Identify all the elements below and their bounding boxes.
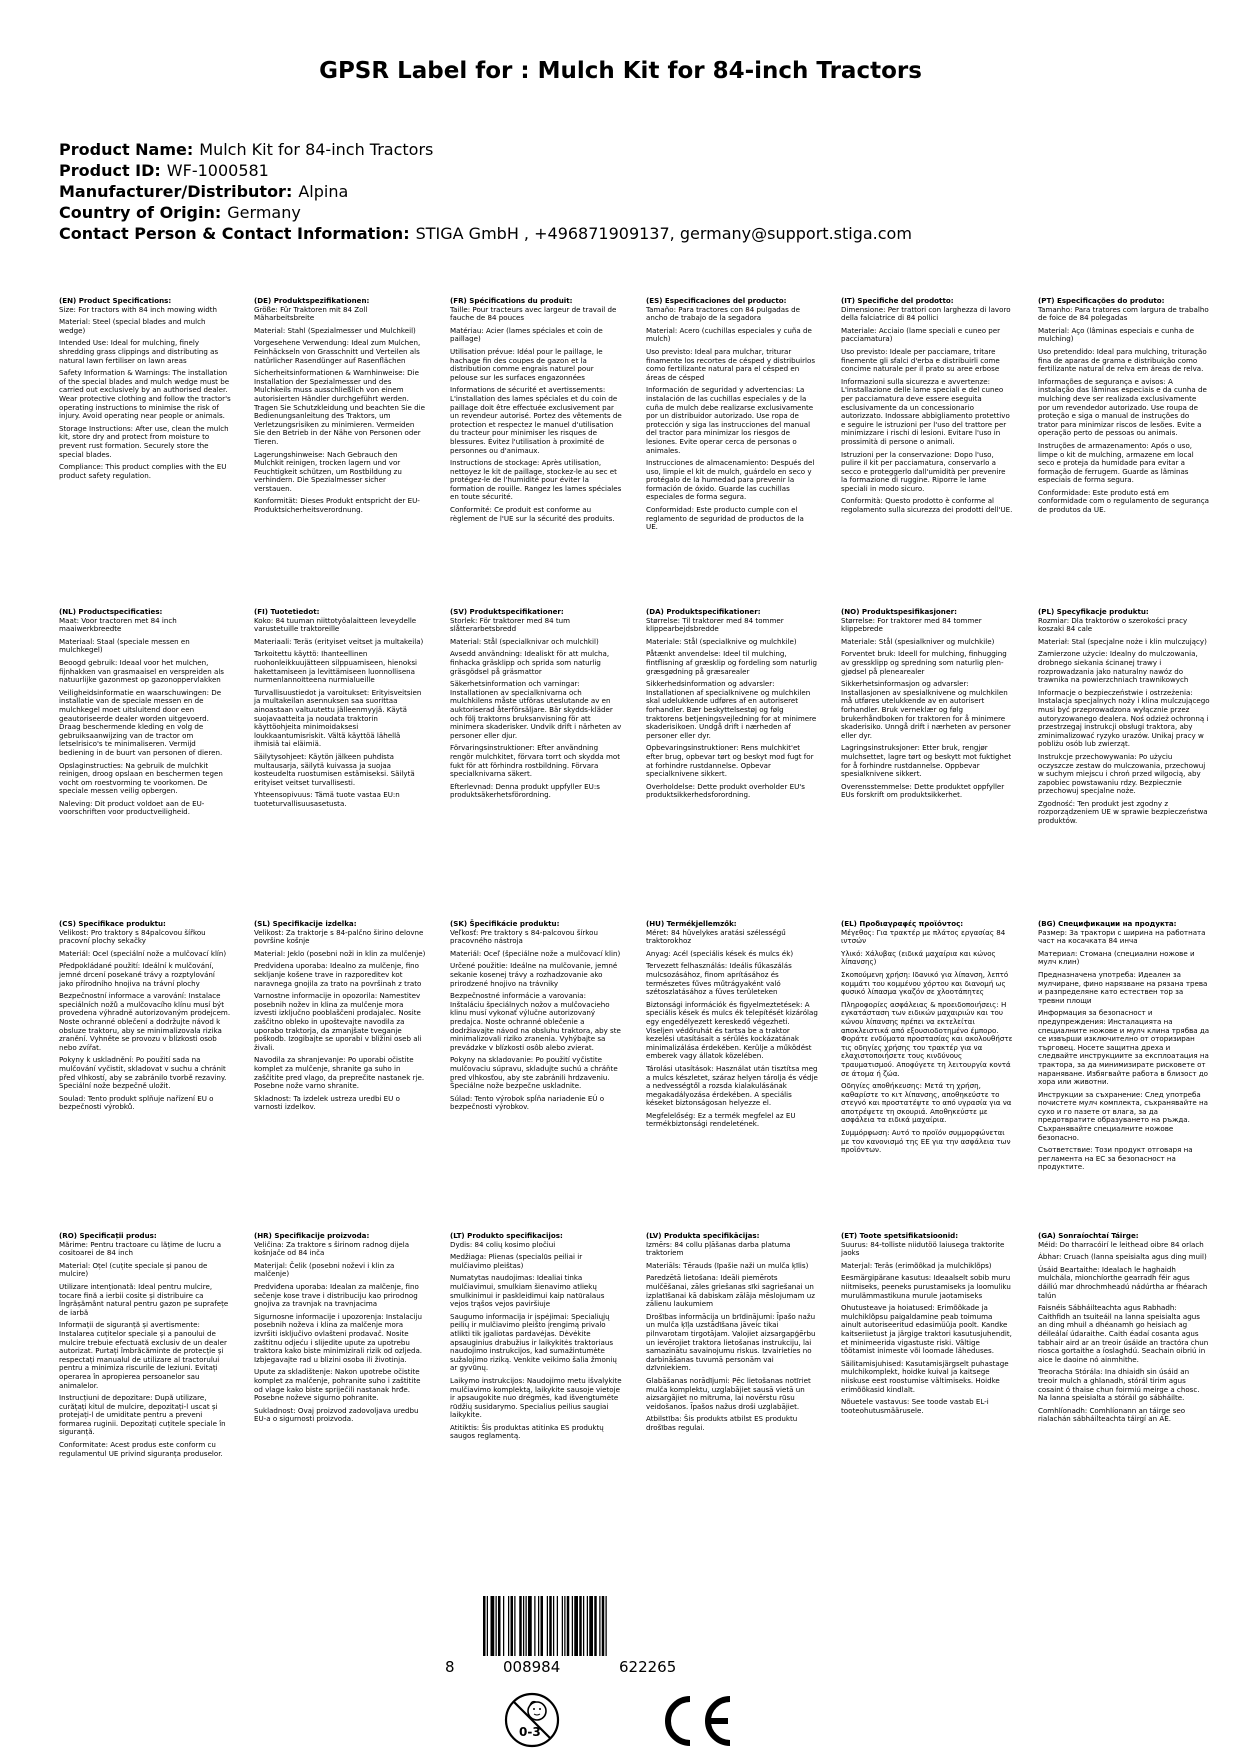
spec-paragraph: Atitiktis: Šis produktas atitinka ES produktų saugos reglamentą. [450,1422,604,1441]
product-name-label: Product Name: [59,140,194,159]
contact-label: Contact Person & Contact Information: [59,224,410,243]
age-range-text: 0-3 [519,1725,541,1739]
spec-block [646,920,818,1133]
spec-paragraph: Opbevaringsinstruktioner: Rens mulchkit'et efter brug, opbevar tørt og beskyt mod fugt for at forhindre rustdannelse. Opbevar specialknivene sikkert. [646,743,814,779]
spec-paragraph: Instrucțiuni de depozitare: După utilizare, curățați kitul de mulcire, depozitați-l uscat și protejați-l de umiditate pentru a preveni formarea ruginii. Depozitați cuțitele speciale în siguranță. [59,1393,226,1437]
spec-paragraph: Konformität: Dieses Produkt entspricht der EU-Produktsicherheitsverordnung. [254,496,420,515]
spec-heading: (FR) Spécifications du produit: [450,296,573,305]
spec-block [59,608,231,821]
spec-paragraph: Safety Information & Warnings: The installation of the special blades and mulch wedge must be carried out exclusively by an authorised dealer. Wear protective clothing and follow the tractor's operating instructions to minimise the risk of injury. Avoid operating near people or animals. [59,368,231,421]
spec-heading: (PT) Especificações do produto: [1038,296,1165,305]
product-name-row [59,139,912,160]
spec-heading: (ET) Toote spetsifikatsioonid: [841,1231,959,1240]
spec-paragraph: Sigurnosne informacije i upozorenja: Instalaciju posebnih noževa i klina za malčenje mora izvršiti isključivo ovlašteni prodavač. Nosite zaštitnu odjeću i slijedite upute za upotrebu traktora kako biste minimizirali rizik od ozljeda. Izbjegavajte rad u blizini osoba ili životinja. [254,1311,423,1364]
spec-paragraph: Veľkosť: Pre traktory s 84-palcovou šírkou pracovného nástroja [450,927,598,946]
spec-heading: (SV) Produktspecifikationer: [450,607,564,616]
barcode-bar [496,1596,497,1656]
barcode-digits-left: 008984 [503,1658,561,1676]
barcode-bar [606,1596,607,1656]
barcode [437,1596,737,1678]
spec-heading: (GA) Sonraíochtaí Táirge: [1038,1231,1139,1240]
spec-paragraph: Velikost: Pro traktory s 84palcovou šířkou pracovní plochy sekačky [59,927,206,946]
spec-block [841,920,1013,1159]
spec-paragraph: Opslaginstructies: Na gebruik de mulchkit reinigen, droog opslaan en beschermen tegen vocht om roestvorming te voorkomen. De speciale messen veilig opbergen. [59,760,223,796]
spec-paragraph: Treoracha Stórála: Ina dhiaidh sin úsáid an treoir mulch a ghlanadh, stórál tirim agus cosaint ó thaise chun foirmiú meirge a chosc. Na lanna speisialta a stóráil go sábháilte. [1038,1367,1200,1403]
spec-paragraph: Comhlíonadh: Comhlíonann an táirge seo rialachán sábháilteachta táirgí an AE. [1038,1405,1186,1424]
spec-paragraph: Intended Use: Ideal for mulching, finely shredding grass clippings and distributing as natural lawn fertiliser on lawn areas [59,338,219,365]
barcode-bar [594,1596,597,1656]
spec-block [646,608,818,804]
spec-paragraph: Uso previsto: Ideale per pacciamare, tritare finemente gli sfalci d'erba e distribuirli come concime naturale per il prato su aree erbose [841,346,1000,374]
spec-paragraph: Οδηγίες αποθήκευσης: Μετά τη χρήση, καθαρίστε το κιτ λίπανσης, αποθηκεύστε το στεγνό και προστατέψτε το από υγρασία για να αποτρέψετε τη σκουριά. Αποθηκεύστε με ασφάλεια τα ειδικά μαχαίρια. [841,1081,1012,1125]
product-id-row [59,160,912,181]
spec-paragraph: Utilisation prévue: Idéal pour le paillage, le hachage fin des coupes de gazon et la distribution comme engrais naturel pour pelouse sur les surfaces engazonnées [450,346,603,382]
barcode-bar [547,1596,548,1656]
spec-paragraph: Glabāšanas norādījumi: Pēc lietošanas notīriet mulča komplektu, uzglabājiet sausā vietā un aizsargājiet no mitruma, lai novērstu rūsu veidošanos. Īpašos nažus droši uzglabājiet. [646,1375,811,1411]
spec-paragraph: Numatytas naudojimas: Idealiai tinka mulčiavimui, smulkiam šienavimo atliekų smulkinimui ir paskleidimui kaip natūralaus vejos trąšos vejos paviršiuje [450,1273,605,1309]
spec-paragraph: Material: Steel (special blades and mulch wedge) [59,317,206,335]
spec-paragraph: Maat: Voor tractoren met 84 inch maaiwerkbreedte [59,615,177,634]
spec-block [1038,1232,1210,1428]
spec-paragraph: Materiale: Acciaio (lame speciali e cuneo per pacciamatura) [841,325,1001,344]
barcode-bar [567,1596,570,1656]
spec-paragraph: Größe: Für Traktoren mit 84 Zoll Mäharbeitsbreite [254,304,368,323]
spec-paragraph: Lagringsinstruksjoner: Etter bruk, rengjør mulchsettet, lagre tørt og beskytt mot fuktighet for å forhindre rustdannelse. Oppbevar spesialknivene sikkert. [841,743,1012,779]
country: Germany [227,203,301,222]
barcode-bar [526,1596,527,1656]
spec-paragraph: Instrucciones de almacenamiento: Después del uso, limpie el kit de mulch, guárdelo en seco y protégalo de la humedad para prevenir la formación de óxido. Guarde las cuchillas especiales de forma segura. [646,458,815,502]
spec-paragraph: Forventet bruk: Ideell for mulching, finhugging av gressklipp og spredning som naturlig plen-gjødsel på plenearealer [841,649,1007,676]
spec-paragraph: Uso pretendido: Ideal para mulching, trituração fina de aparas de grama e distribuição como fertilizante natural de relva em áreas de relva. [1038,346,1207,374]
spec-paragraph: Skladnost: Ta izdelek ustreza uredbi EU o varnosti izdelkov. [254,1093,400,1112]
spec-paragraph: Matériau: Acier (lames spéciales et coin de paillage) [450,325,603,344]
spec-paragraph: Overensstemmelse: Dette produktet oppfyller EUs forskrift om produktsikkerhet. [841,781,1005,800]
spec-paragraph: Uso previsto: Ideal para mulchar, triturar finamente los recortes de césped y distribuirlos como fertilizante natural para el césped en áreas de césped [646,346,816,382]
spec-paragraph: Инструкции за съхранение: След употреба почистете мулч комплекта, съхранявайте на сухо и го пазете от влага, за да предотвратите образуването на ръжда. Съхранявайте специалните ножове безопасно. [1038,1089,1208,1142]
spec-paragraph: Material: Oțel (cuțite speciale și panou de mulcire) [59,1260,208,1279]
spec-paragraph: Informacje o bezpieczeństwie i ostrzeżenia: Instalacja specjalnych noży i klina mulczującego musi być przeprowadzona wyłącznie przez autoryzowanego dealera. Noś odzież ochronną i przestrzegaj instrukcji obsługi traktora, aby zminimalizować ryzyko urazów. Unikaj pracy w pobliżu osób lub zwierząt. [1038,687,1210,749]
manufacturer: Alpina [298,182,349,201]
spec-block [450,608,622,804]
spec-paragraph: Méid: Do tharracóirí le leithead oibre 84 orlach [1038,1239,1204,1249]
spec-paragraph: Predviđena uporaba: Idealan za malčenje, fino sečenje kose trave i distribuciju kao prirodnog gnojiva za travnjak na travnjacima [254,1281,419,1309]
barcode-bar [514,1596,515,1656]
barcode-bar [541,1596,544,1656]
spec-paragraph: Ábhar: Cruach (lanna speisialta agus ding muil) [1038,1252,1207,1262]
spec-heading: (HR) Specifikacije proizvoda: [254,1231,370,1240]
spec-paragraph: Size: For tractors with 84 inch mowing width [59,304,218,314]
spec-block [1038,608,1210,830]
barcode-bar [503,1596,504,1656]
spec-paragraph: Materiál: Oceľ (špeciálne nože a mulčovací klin) [450,948,621,958]
spec-paragraph: Materiaal: Staal (speciale messen en mulchkegel) [59,636,190,655]
spec-paragraph: Bezpečnostní informace a varování: Instalace speciálních nožů a mulčovacího klínu musí být provedena výhradně autorizovaným prodejcem. Noste ochranné oblečení a dodržujte návod k obsluze traktoru, aby se minimalizovala rizika zranění. Vyhněte se provozu v blízkosti osob nebo zvířat. [59,991,231,1052]
spec-paragraph: Mărime: Pentru tractoare cu lățime de lucru a cositoarei de 84 inch [59,1239,222,1258]
spec-block [841,608,1013,804]
spec-block [59,920,231,1116]
spec-paragraph: Materijal: Čelik (posebni noževi i klin za malčenje) [254,1260,395,1279]
product-id: WF-1000581 [166,161,269,180]
spec-paragraph: Dydis: 84 colių kosimo pločiui [450,1239,556,1249]
spec-paragraph: Informații de siguranță și avertismente: Instalarea cuțitelor speciale și a panoului de mulcire trebuie efectuată exclusiv de un dealer autorizat. Purtați îmbrăcăminte de protecție și respectați manualul de utilizare al tractorului pentru a minimiza riscurile de leziuni. Evitați operarea în apropierea persoanelor sau animalelor. [59,1320,227,1390]
spec-block [254,1232,426,1428]
spec-paragraph: Materiale: Stål (specialknive og mulchkile) [646,636,797,646]
spec-paragraph: Informazioni sulla sicurezza e avvertenze: L'installazione delle lame speciali e del cuneo per pacciamatura deve essere eseguita esclusivamente da un concessionario autorizzato. Indossare abbigliamento protettivo e seguire le istruzioni per l'uso del trattore per minimizzare i rischi di lesioni. Evitare l'uso in prossimità di persone o animali. [841,376,1010,446]
spec-paragraph: Ohutusteave ja hoiatused: Erimõõkade ja mulchiklõpsu paigaldamine peab toimuma ainult autoriseeritud edasimüüja poolt. Kandke kaitseriietust ja järgige traktori kasutusjuhendit, et minimeerida vigastuste riski. Vältige töötamist inimeste või loomade läheduses. [841,1303,1012,1356]
spec-paragraph: Lagerungshinweise: Nach Gebrauch den Mulchkit reinigen, trocken lagern und vor Feuchtigkeit schützen, um Rostbildung zu verhindern. Die Spezialmesser sicher verstauen. [254,449,402,493]
spec-heading: (LT) Produkto specifikacijos: [450,1231,563,1240]
spec-paragraph: Material: Aço (lâminas especiais e cunha de mulching) [1038,325,1194,344]
spec-heading: (RO) Specificații produs: [59,1231,157,1240]
country-label: Country of Origin: [59,203,222,222]
spec-paragraph: Úsáid Beartaithe: Idealach le haghaidh mulchála, mionchíorthe gearradh féir agus dáiliú mar dhrochmheadú nádúrtha ar fhéarach talún [1038,1264,1208,1300]
spec-paragraph: Veiligheidsinformatie en waarschuwingen: De installatie van de speciale messen en de mulchkegel moet uitsluitend door een geautoriseerde dealer worden uitgevoerd. Draag beschermende kleding en volg de gebruiksaanwijzing van de tractor om letselrisico's te minimaliseren. Vermijd bediening in de buurt van personen of dieren. [59,687,223,757]
spec-paragraph: Conformidad: Este producto cumple con el reglamento de seguridad de productos de la UE. [646,505,804,532]
spec-paragraph: Conformitate: Acest produs este conform cu regulamentul UE privind siguranța produselor. [59,1440,223,1458]
spec-paragraph: Tárolási utasítások: Használat után tisztítsa meg a mulcs készletet, száraz helyen tárolja és védje a nedvességtől a rozsda kialakulásának megakadályozása érdekében. A speciális késeket biztonságosan helyezze el. [646,1063,818,1108]
spec-paragraph: Instrukcje przechowywania: Po użyciu oczyszcze zestaw do mulczowania, przechowuj w suchym miejscu i chroń przed wilgocią, aby zapobiec powstawaniu rdzy. Bezpiecznie przechowuj specjalne noże. [1038,751,1206,796]
spec-paragraph: Информация за безопасност и предупреждения: Инсталацията на специалните ножове и мулч клина трябва да се извърши изключително от оторизиран търговец. Носете защитна дреха и следвайте инструкциите за експлоатация на трактора, за да минимизирате рисковете от нараняване. Избягвайте работа в близост до хора или животни. [1038,1008,1210,1087]
spec-paragraph: Naleving: Dit product voldoet aan de EU-voorschriften voor productveiligheid. [59,798,205,817]
barcode-bar [511,1596,514,1656]
spec-paragraph: Размер: За трактори с ширина на работната част на косачката 84 инча [1038,927,1206,946]
spec-paragraph: Varnostne informacije in opozorila: Namestitev posebnih nožev in klina za mulčenje mora izvesti izključno pooblaščeni prodajalec. Nosite zaščitno obleko in upoštevajte navodila za uporabo traktorja, da zmanjšate tveganje poškodb. Izogibajte se uporabi v bližini oseb ali živali. [254,991,422,1052]
barcode-bar [534,1596,535,1656]
spec-paragraph: Rozmiar: Dla traktorów o szerokości pracy koszaki 84 cale [1038,615,1188,634]
spec-paragraph: Laikymo instrukcijos: Naudojimo metu išvalykite mulčiavimo komplektą, laikykite sausoje vietoje ir apsaugokite nuo drėgmės, kad išvengtumėte rūdžių susidarymo. Specialius peilius saugiai laikykite. [450,1375,622,1420]
spec-paragraph: Biztonsági információk és figyelmeztetések: A speciális kések és mulcs ék telepítését kizárólag egy engedélyezett kereskedő végezheti. Viseljen védőruhát és tartsa be a traktor kezelési utasításait a sérülés kockázatának minimalizálása érdekében. Kerülje a működést emberek vagy állatok közelében. [646,999,818,1061]
spec-paragraph: Material: Stål (specialknivar och mulchkil) [450,636,599,646]
spec-paragraph: Sukladnost: Ovaj proizvod zadovoljava uredbu EU-a o sigurnosti proizvoda. [254,1405,419,1424]
spec-paragraph: Pokyny na skladovanie: Po použití vyčistite mulčovaciu súpravu, skladujte suchú a chráňte pred vlhkosťou, aby ste zabránili hrdzaveniu. Špeciálne nože bezpečne uskladnite. [450,1055,618,1091]
spec-paragraph: Tamanho: Para tratores com largura de trabalho de foice de 84 polegadas [1038,304,1209,323]
spec-paragraph: Predvidena uporaba: Idealno za mulčenje, fino sekljanje košene trave in razporeditev kot naravnega gnojila za trato na površinah z trato [254,961,422,988]
spec-paragraph: Σκοπούμενη χρήση: Ιδανικό για λίπανση, λεπτό κομμάτι του κομμένου χόρτου και διανομή ως φυσικό λίπασμα γκαζόν σε χλοοτάπητες [841,969,1009,997]
spec-block [59,297,231,484]
spec-heading: (BG) Спецификации на продукта: [1038,919,1177,928]
spec-paragraph: Yhteensopivuus: Tämä tuote vastaa EU:n tuoteturvallisuusasetusta. [254,790,400,808]
spec-paragraph: Sikkerhetsinformasjon og advarsler: Installasjonen av spesialknivene og mulchkilen må utføres utelukkende av en autorisert forhandler. Bruk verneklær og følg brukerhåndboken for traktoren for å minimere skaderisiko. Unngå drift i nærheten av personer eller dyr. [841,679,1011,740]
spec-paragraph: Avsedd användning: Idealiskt för att mulcha, finhacka gräsklipp och sprida som naturlig gräsgödsel på gräsmattor [450,649,610,676]
barcode-bar [498,1596,501,1656]
page-title: GPSR Label for : Mulch Kit for 84-inch Tractors [319,58,922,84]
barcode-bar [574,1596,578,1656]
spec-paragraph: Istruzioni per la conservazione: Dopo l'uso, pulire il kit per pacciamatura, conservarlo a secco e proteggerlo dall'umidità per prevenire la formazione di ruggine. Riporre le lame speciali in modo sicuro. [841,449,1006,493]
barcode-bar [599,1596,600,1656]
spec-heading: (FI) Tuotetiedot: [254,607,320,616]
barcode-bar [557,1596,558,1656]
barcode-bars [483,1596,733,1656]
spec-paragraph: Eesmärgipärane kasutus: Ideaalselt sobib muru niitmiseks, peeneks purustamiseks ja loomuliku murulämmastikuna murule jaotamiseks [841,1273,1011,1300]
spec-paragraph: Storage Instructions: After use, clean the mulch kit, store dry and protect from moisture to prevent rust formation. Securely store the special blades. [59,423,229,459]
barcode-bar [553,1596,554,1656]
spec-paragraph: Veličina: Za traktore s širinom radnog dijela košnjače od 84 inča [254,1239,410,1258]
spec-paragraph: Drošības informācija un brīdinājumi: Īpašo nažu un mulča ķīļa uzstādīšana jāveic tikai pilnvarotam tirgotājam. Valojiet aizsargapģērbu un ievērojiet traktora lietošanas instrukciju, lai samazinātu savainojumu riskus. Izvairieties no darbināšanas tuvumā personām vai dzīvniekiem. [646,1311,816,1373]
product-info [59,139,912,244]
spec-heading: (IT) Specifiche del prodotto: [841,296,954,305]
spec-block [1038,920,1210,1176]
spec-paragraph: Utilizare intenționată: Ideal pentru mulcire, tocare fină a ierbii cosite și distribuire ca îngrășământ natural pentru gazon pe suprafețe de iarbă [59,1281,229,1317]
spec-paragraph: Materiaali: Teräs (erityiset veitset ja multakeila) [254,636,424,646]
spec-paragraph: Overholdelse: Dette produkt overholder EU's produktsikkerhedsforordning. [646,781,805,800]
spec-heading: (SL) Specifikacije izdelka: [254,919,357,928]
spec-block [59,1232,231,1462]
spec-paragraph: Pokyny k uskladnění: Po použití sada na mulčování vyčistit, skladovat v suchu a chránit před vlhkostí, aby se zabránilo tvorbě rezaviny. Speciální nože bezpečně uložit. [59,1055,227,1091]
spec-heading: (DA) Produktspecifikationer: [646,607,761,616]
spec-paragraph: Tamaño: Para tractores con 84 pulgadas de ancho de trabajo de la segadora [646,304,800,323]
spec-paragraph: Material: Stahl (Spezialmesser und Mulchkeil) [254,325,416,335]
spec-paragraph: Съответствие: Този продукт отговаря на регламента на ЕС за безопасност на продуктите. [1038,1145,1193,1172]
spec-paragraph: Conformité: Ce produit est conforme au règlement de l'UE sur la sécurité des produits. [450,505,615,523]
spec-paragraph: Informations de sécurité et avertissements: L'installation des lames spéciales et du coin de paillage doit être effectuée exclusivement par un revendeur autorisé. Portez des vêtements de protection et respectez le manuel d'utilisation du tracteur pour minimiser les risques de blessures. Évitez l'utilisation à proximité de personnes ou d'animaux. [450,385,622,455]
spec-paragraph: Izmērs: 84 collu pļāšanas darba platuma traktoriem [646,1239,791,1258]
barcode-bar [528,1596,532,1656]
spec-paragraph: Tervezett felhasználás: Ideális fűkaszálás mulcsozásához, finom aprításához és természetes fűves műtrágyaként való szétoszlatásához a füves területeken [646,961,792,997]
spec-paragraph: Säkerhetsinformation och varningar: Installationen av specialknivarna och mulchkilens måste utföras uteslutande av en auktoriserad återförsäljare. Bär skydds-kläder och följ traktorns bruksanvisning för att minimera skaderisker. Undvik drift i närheten av personer eller djur. [450,679,622,740]
spec-paragraph: Материал: Стомана (специални ножове и мулч клин) [1038,948,1195,967]
spec-paragraph: Información de seguridad y advertencias: La instalación de las cuchillas especiales y de la cuña de mulch debe realizarse exclusivamente por un distribuidor autorizado. Use ropa de protección y siga las instrucciones del manual del tractor para minimizar los riesgos de lesiones. Evite operar cerca de personas o animales. [646,385,814,455]
spec-paragraph: Paredzētā lietošana: Ideāli piemērots mulčēšanai, zāles griešanas sīki sagriešanai un izplatīšanai kā dabiskam zālāja mēslojumam uz zālienu laukumiem [646,1273,815,1309]
spec-heading: (EN) Product Specifications: [59,296,172,305]
spec-paragraph: Størrelse: For traktorer med 84 tommer klippebrede [841,615,982,634]
contact-row [59,223,912,244]
spec-paragraph: Предназначена употреба: Идеален за мулчиране, фино нарязване на рязана трева и разпределяне като естествен тор за тревни площи [1038,969,1208,1005]
spec-paragraph: Faisnéis Sábháilteachta agus Rabhadh: Caithfidh an tsuiteáil na lanna speisialta agus an ding mhuil a dhéanamh go heisiach ag déileálaí údaraithe. Caith éadaí cosanta agus tabhair aird ar an treoir úsáide an tractóra chun riosca gortaithe a íoslaghdú. Seachain oibriú in aice le daoine nó ainmhithe. [1038,1303,1209,1364]
barcode-bar [538,1596,539,1656]
barcode-bar [491,1596,495,1656]
barcode-bar [523,1596,524,1656]
barcode-bar [564,1596,565,1656]
product-id-label: Product ID: [59,161,161,180]
spec-paragraph: Størrelse: Til traktorer med 84 tommer klippearbejdsbredde [646,615,784,634]
barcode-bar [483,1596,486,1656]
spec-paragraph: Materjal: Teräs (erimõõkad ja mulchiklõps) [841,1260,992,1270]
barcode-bar [583,1596,584,1656]
spec-paragraph: Materiál: Ocel (speciální nože a mulčovací klín) [59,948,227,958]
spec-block [254,920,426,1116]
spec-paragraph: Turvallisuustiedot ja varoitukset: Erityisveitsien ja multakeilan asennuksen saa suorittaa ainoastaan valtuutettu jälleenmyyjä. Käytä suojavaatteita ja noudata traktorin käyttöohjeita minimoidaksesi loukkaantumisriskit. Vältä käyttöä lähellä ihmisiä tai eläimiä. [254,687,422,749]
spec-paragraph: Určené použitie: Ideálne na mulčovanie, jemné sekanie kosenej trávy a rozhadzovanie ako prirodzené hnojivo na trávniky [450,961,618,988]
spec-paragraph: Förvaringsinstruktioner: Efter användning rengör mulchkitet, förvara torrt och skydda mot fukt för att förhindra rostbildning. Förvara specialknivarna säkert. [450,743,620,779]
spec-block [841,297,1013,519]
spec-paragraph: Anyag: Acél (speciális kések és mulcs ék) [646,948,794,958]
country-row [59,202,912,223]
barcode-bar [572,1596,573,1656]
spec-paragraph: Informações de segurança e avisos: A instalação das lâminas especiais e da cunha de mulching deve ser realizada exclusivamente por um revendedor autorizado. Use roupa de proteção e siga o manual de instruções do trator para minimizar riscos de lesões. Evite a operação perto de pessoas ou animais. [1038,376,1207,438]
barcode-bar [487,1596,488,1656]
barcode-bar [508,1596,509,1656]
spec-heading: (NO) Produktspesifikasjoner: [841,607,957,616]
spec-paragraph: Velikost: Za traktorje s 84-palčno širino delovne površine košnje [254,927,424,946]
spec-paragraph: Säilytysohjeet: Käytön jälkeen puhdista multausarja, säilytä kuivassa ja suojaa kosteudelta ruostumisen estämiseksi. Säilytä erityiset veitset turvallisesti. [254,751,415,787]
spec-paragraph: Υλικό: Χάλυβας (ειδικά μαχαίρια και κώνος λίπανσης) [841,948,996,967]
spec-paragraph: Material: Acero (cuchillas especiales y cuña de mulch) [646,325,812,344]
spec-block [254,608,426,812]
spec-paragraph: Instructions de stockage: Après utilisation, nettoyez le kit de paillage, stockez-le au sec et protégez-le de l'humidité pour éviter la formation de rouille. Rangez les lames spéciales en toute sécurité. [450,458,622,502]
spec-block [1038,297,1210,519]
barcode-bar [587,1596,588,1656]
spec-paragraph: Súlad: Tento výrobok spĺňa nariadenie EÚ o bezpečnosti výrobkov. [450,1093,605,1112]
spec-paragraph: Koko: 84 tuuman niittotyöalaitteen leveydelle varustetuille traktoreille [254,615,417,634]
spec-block [450,920,622,1116]
age-warning-0-3-icon [503,1691,561,1749]
barcode-bar [562,1596,563,1656]
spec-paragraph: Beoogd gebruik: Ideaal voor het mulchen, fijnhakken van grasmaaisel en verspreiden als natuurlijke gazonmest op gazonoppervlakken [59,657,224,685]
spec-paragraph: Suurus: 84-tolliste niidutöö laiusega traktorite jaoks [841,1239,1005,1258]
spec-block [254,297,426,519]
barcode-digits-right: 622265 [619,1658,677,1676]
spec-paragraph: Taille: Pour tracteurs avec largeur de travail de fauche de 84 pouces [450,304,617,323]
spec-heading: (LV) Produkta specifikācijas: [646,1231,760,1240]
barcode-digit-first: 8 [445,1658,455,1676]
spec-paragraph: Dimensione: Per trattori con larghezza di lavoro della falciatrice di 84 pollici [841,304,1011,323]
barcode-bar [579,1596,582,1656]
spec-paragraph: Conformidade: Este produto está em conformidade com o regulamento de segurança de produtos da UE. [1038,487,1209,515]
barcode-bar [602,1596,605,1656]
spec-paragraph: Atbilstība: Šis produkts atbilst ES produktu drošības regulai. [646,1414,798,1432]
spec-paragraph: Tarkoitettu käyttö: Ihanteellinen ruohonleikkuujätteen silppuamiseen, hienoksi hakettamiseen ja levittämiseen luonnollisena nurmenlannoitteena nurmialueille [254,649,417,685]
spec-paragraph: Πληροφορίες ασφάλειας & προειδοποιήσεις: Η εγκατάσταση των ειδικών μαχαιριών και του κώνου λίπανσης πρέπει να εκτελείται αποκλειστικά από εξουσιοδοτημένο έμπορο. Φοράτε ενδύματα προστασίας και ακολουθήστε τις οδηγίες χρήσης του τρακτέρ για να ελαχιστοποιήσετε τους κινδύνους τραυματισμού. Αποφύγετε τη λειτουργία κοντά σε άτομα ή ζώα. [841,999,1013,1078]
manufacturer-label: Manufacturer/Distributor: [59,182,293,201]
spec-paragraph: Navodila za shranjevanje: Po uporabi očistite komplet za mulčenje, shranite ga suho in zaščitite pred vlago, da preprečite nastanek rje. Posebne nože varno shranite. [254,1055,425,1091]
product-name: Mulch Kit for 84-inch Tractors [199,140,434,159]
spec-block [646,297,818,536]
spec-paragraph: Materiał: Stal (specjalne noże i klin mulczujący) [1038,636,1207,646]
spec-block [450,1232,622,1445]
spec-paragraph: Předpokládané použití: Ideální k mulčování, jemné drcení posekané trávy a rozptylování jako přírodního hnojiva na trávní plochy [59,961,215,988]
contact: STIGA GmbH , +496871909137, germany@support.stiga.com [415,224,912,243]
spec-heading: (DE) Produktspezifikationen: [254,296,370,305]
spec-paragraph: Nõuetele vastavus: See toode vastab EL-i tooteohutusmäärusele. [841,1397,989,1415]
barcode-bar [519,1596,522,1656]
barcode-bar [549,1596,552,1656]
spec-block [646,1232,818,1436]
spec-paragraph: Bezpečnostné informácie a varovania: Inštaláciu špeciálnych nožov a mulčovacieho klinu musí vykonať výlučne autorizovaný predajca. Noste ochranné oblečenie a dodržiavajte návod na obsluhu traktora, aby ste minimalizovali riziko zranenia. Vyhýbajte sa prevádzke v blízkosti osôb alebo zvierat. [450,991,621,1052]
spec-paragraph: Sikkerhedsinformation og advarsler: Installationen af specialknivene og mulchkilen skal udelukkende udføres af en autoriseret forhandler. Bær beskyttelsestøj og følg traktorens betjeningsvejledning for at minimere skaderisikoen. Undgå drift i nærheden af personer eller dyr. [646,679,817,740]
spec-heading: (SK) Špecifikácie produktu: [450,919,560,928]
spec-block [450,297,622,527]
spec-paragraph: Zamierzone użycie: Idealny do mulczowania, drobnego siekania ścinanej trawy i rozprowadzania jako naturalny nawóz do trawnika na powierzchniach trawnikowych [1038,649,1198,685]
spec-heading: (ES) Especificaciones del producto: [646,296,787,305]
spec-heading: (NL) Productspecificaties: [59,607,163,616]
spec-paragraph: Materiāls: Tērauds (īpašie naži un mulča ķīlis) [646,1260,809,1270]
spec-block [841,1232,1013,1419]
spec-paragraph: Medžiaga: Plienas (specialūs peiliai ir mulčiavimo pleištas) [450,1252,583,1270]
spec-paragraph: Materiale: Stål (spesialkniver og mulchkile) [841,636,995,646]
spec-paragraph: Soulad: Tento produkt splňuje nařízení EU o bezpečnosti výrobků. [59,1093,214,1112]
manufacturer-row [59,181,912,202]
spec-paragraph: Saugumo informacija ir įspėjimai: Specialiųjų peilių ir mulčiavimo pleišto įrengimą privalo atlikti tik įgaliotas pardavėjas. Dėvėkite apsauginius drabužius ir laikykitės traktoriaus naudojimo instrukcijos, kad sumažintumėte sužalojimo riziką. Venkite veikimo šalia žmonių ar gyvūnų. [450,1311,617,1373]
spec-paragraph: Påtænkt anvendelse: Ideel til mulching, fintflisning af græsklip og fordeling som naturlig græsgødning på græsarealer [646,649,818,676]
spec-paragraph: Méret: 84 hüvelykes aratási szélességű traktorokhoz [646,927,786,946]
spec-paragraph: Storlek: För traktorer med 84 tum slåtterarbetsbredd [450,615,571,634]
spec-paragraph: Megfelelőség: Ez a termék megfelel az EU termékbiztonsági rendeletének. [646,1110,796,1129]
spec-paragraph: Zgodność: Ten produkt jest zgodny z rozporządzeniem UE w sprawie bezpieczeństwa produktów. [1038,798,1208,826]
ce-mark-icon [660,1693,735,1749]
spec-paragraph: Upute za skladištenje: Nakon upotrebe očistite komplet za malčenje, pohranite suho i zaštitite od vlage kako biste spriječili nastanak hrđe. Posebne noževe sigurno pohranite. [254,1367,421,1403]
spec-paragraph: Material: Jeklo (posebni noži in klin za mulčenje) [254,948,426,958]
spec-paragraph: Sicherheitsinformationen & Warnhinweise: Die Installation der Spezialmesser und des Mulchkeils muss ausschließlich von einem autorisierten Händler durchgeführt werden. Tragen Sie Schutzkleidung und beachten Sie die Bedienungsanleitung des Traktors, um Verletzungsrisiken zu minimieren. Vermeiden Sie den Betrieb in der Nähe von Personen oder Tieren. [254,368,426,446]
spec-paragraph: Säilitamisjuhised: Kasutamisjärgselt puhastage mulchikomplekt, hoidke kuival ja kaitsege niiskuse eest roostumise vältimiseks. Hoidke erimõõkasid kindlalt. [841,1358,1009,1394]
spec-heading: (HU) Termékjellemzők: [646,919,737,928]
spec-heading: (EL) Προδιαγραφές προϊόντος: [841,919,964,928]
spec-heading: (PL) Specyfikacje produktu: [1038,607,1149,616]
spec-paragraph: Conformità: Questo prodotto è conforme al regolamento sulla sicurezza dei prodotti dell'UE. [841,496,1013,515]
spec-heading: (CS) Specifikace produktu: [59,919,166,928]
barcode-bar [589,1596,593,1656]
spec-paragraph: Μέγεθος: Για τρακτέρ με πλάτος εργασίας 84 ιντσών [841,927,1006,946]
spec-paragraph: Συμμόρφωση: Αυτό το προϊόν συμμορφώνεται με τον κανονισμό της ΕΕ για την ασφάλεια των προϊόντων. [841,1128,1011,1155]
spec-paragraph: Vorgesehene Verwendung: Ideal zum Mulchen, Feinhäckseln von Grasschnitt und Verteilen als natürlicher Rasendünger auf Rasenflächen [254,338,421,365]
spec-paragraph: Instruções de armazenamento: Após o uso, limpe o kit de mulching, armazene em local seco e proteja da humidade para evitar a formação de ferrugem. Guarde as lâminas especiais de forma segura. [1038,440,1194,485]
spec-paragraph: Efterlevnad: Denna produkt uppfyller EU:s produktsäkerhetsförordning. [450,781,600,800]
spec-paragraph: Compliance: This product complies with the EU product safety regulation. [59,462,227,480]
